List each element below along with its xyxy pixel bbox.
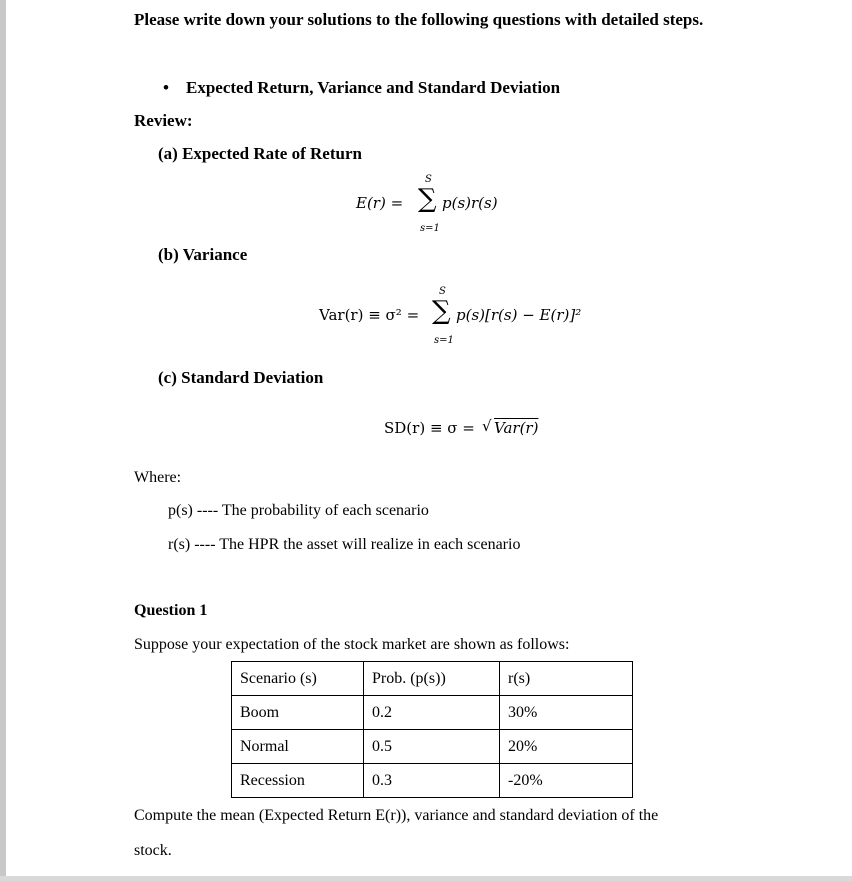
viewer-bottom-border	[0, 876, 852, 881]
cell-return: -20%	[500, 764, 633, 798]
heading-expected-return: (a) Expected Rate of Return	[158, 144, 362, 163]
formula-b-lhs: Var(r) ≡ σ² =	[319, 306, 420, 324]
where-line-p: p(s) ---- The probability of each scenario	[168, 502, 429, 519]
formula-b-rhs: p(s)[r(s) − E(r)]²	[456, 306, 582, 324]
review-label: Review:	[134, 111, 193, 130]
question1-prompt-line1: Compute the mean (Expected Return E(r)), variance and standard deviation of the	[134, 807, 659, 824]
heading-standard-deviation: (c) Standard Deviation	[158, 368, 324, 387]
cell-scenario: Normal	[232, 730, 364, 764]
table-row	[232, 764, 633, 798]
section-title: Expected Return, Variance and Standard Deviation	[186, 78, 561, 97]
table-row	[232, 696, 633, 730]
formula-a-sum-upper: S	[425, 174, 432, 185]
formula-b-sigma: ∑	[432, 296, 451, 326]
cell-scenario: Recession	[232, 764, 364, 798]
formula-b-sum-lower: s=1	[434, 335, 454, 346]
formula-b-sum-upper: S	[439, 286, 446, 297]
cell-scenario: Boom	[232, 696, 364, 730]
formula-a-sigma: ∑	[418, 184, 437, 214]
viewer-left-border	[0, 0, 6, 881]
formula-c-radicand: Var(r)	[494, 419, 539, 437]
bullet-icon: •	[163, 78, 169, 97]
scenario-table	[231, 661, 633, 798]
cell-probability: 0.3	[364, 764, 500, 798]
formula-a-rhs: p(s)r(s)	[442, 194, 498, 212]
cell-return: 20%	[500, 730, 633, 764]
header-probability: Prob. (p(s))	[364, 662, 500, 696]
formula-c-lhs: SD(r) ≡ σ =	[384, 419, 475, 437]
table-header-row	[232, 662, 633, 696]
cell-probability: 0.2	[364, 696, 500, 730]
cell-probability: 0.5	[364, 730, 500, 764]
question1-intro: Suppose your expectation of the stock market are shown as follows:	[134, 636, 570, 653]
where-line-r: r(s) ---- The HPR the asset will realize in each scenario	[168, 536, 521, 553]
header-scenario: Scenario (s)	[232, 662, 364, 696]
formula-a-lhs: E(r) =	[356, 194, 404, 212]
formula-c-radical: √	[482, 417, 492, 435]
instruction-heading: Please write down your solutions to the following questions with detailed steps.	[134, 10, 704, 29]
header-return: r(s)	[500, 662, 633, 696]
question1-prompt-line2: stock.	[134, 842, 172, 859]
question1-title: Question 1	[134, 602, 208, 619]
heading-variance: (b) Variance	[158, 245, 248, 264]
cell-return: 30%	[500, 696, 633, 730]
table-row	[232, 730, 633, 764]
where-label: Where:	[134, 469, 182, 486]
formula-a-sum-lower: s=1	[420, 223, 440, 234]
